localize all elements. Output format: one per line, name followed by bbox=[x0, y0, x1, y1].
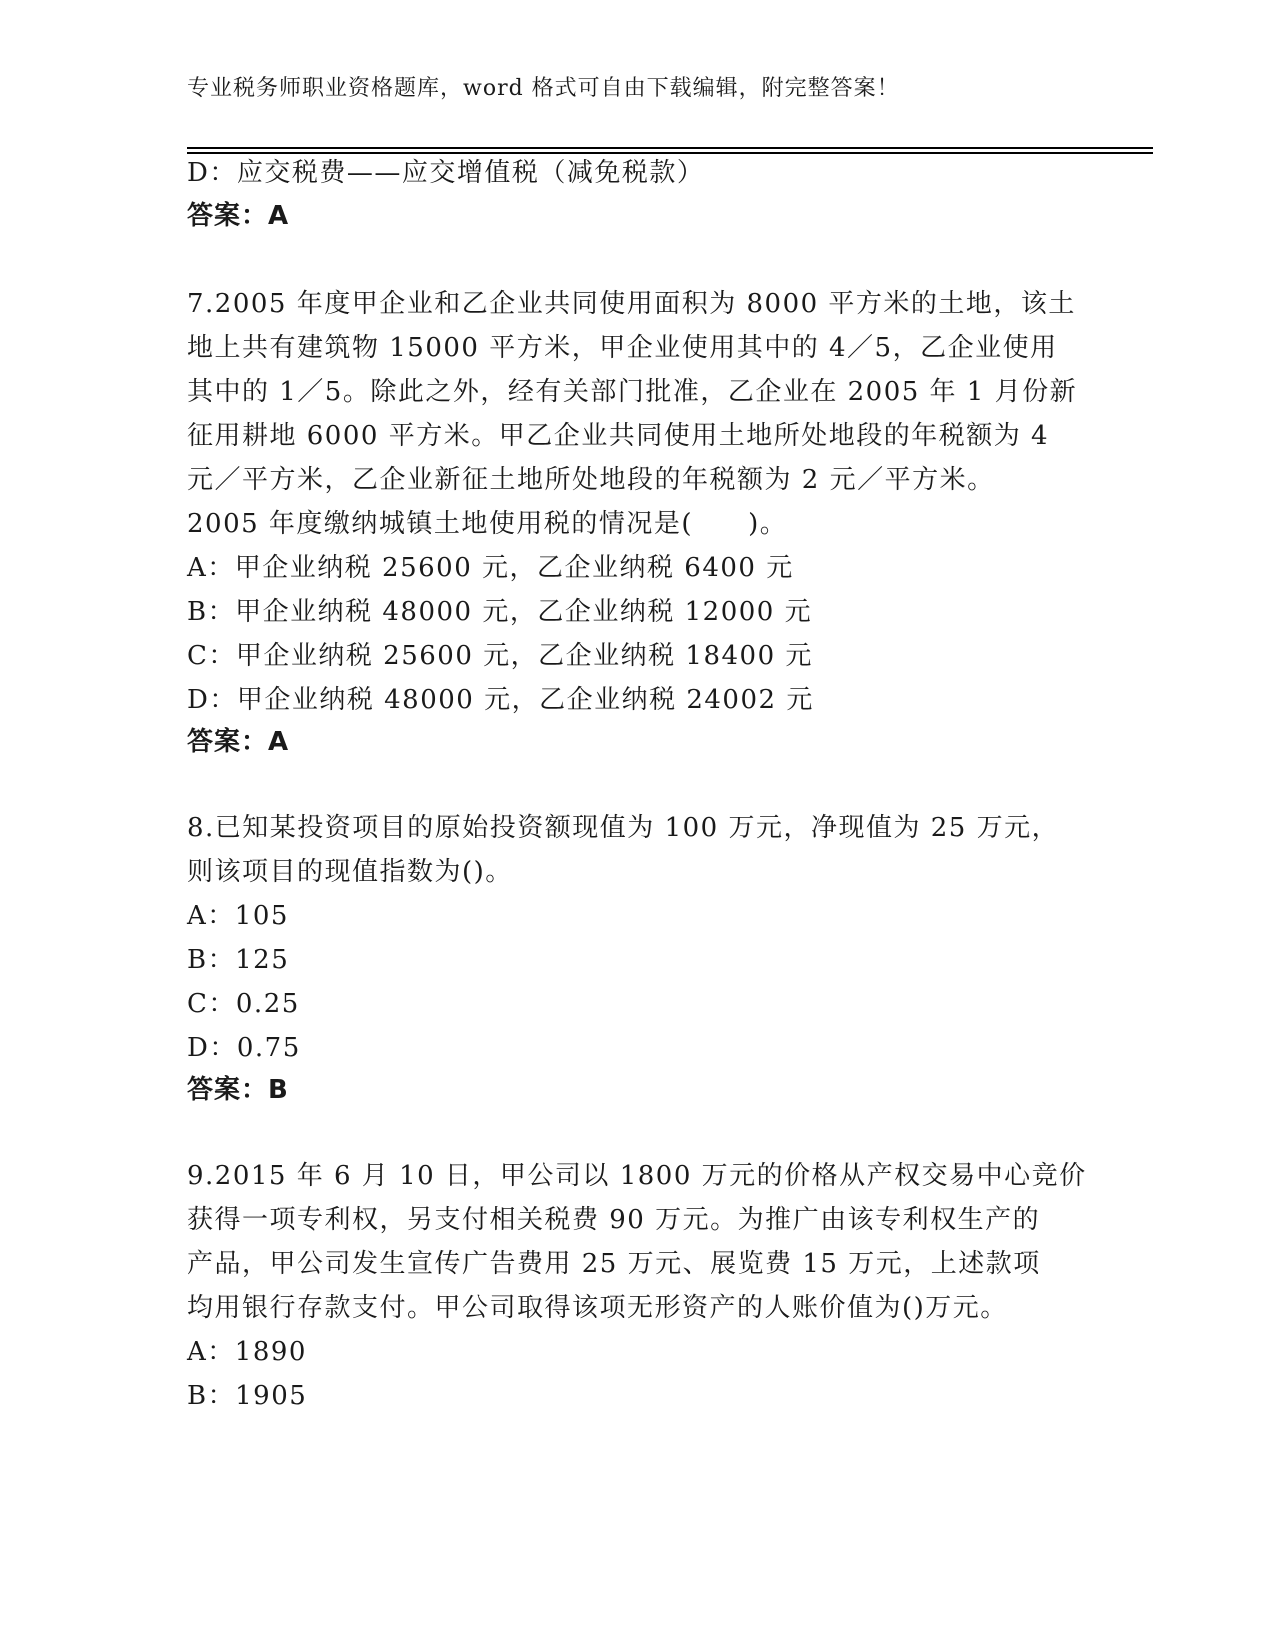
q7-stem-line-1: 7.2005 年度甲企业和乙企业共同使用面积为 8000 平方米的土地，该土 bbox=[187, 289, 1076, 319]
q8-option-c: C：0.25 bbox=[187, 989, 300, 1019]
q7-stem-line-5: 元／平方米，乙企业新征土地所处地段的年税额为 2 元／平方米。 bbox=[187, 465, 995, 495]
q7-stem-line-4: 征用耕地 6000 平方米。甲乙企业共同使用土地所处地段的年税额为 4 bbox=[187, 421, 1050, 451]
header-rule-top bbox=[187, 147, 1153, 149]
q7-option-c: C：甲企业纳税 25600 元，乙企业纳税 18400 元 bbox=[187, 641, 813, 671]
q6-option-d: D：应交税费——应交增值税（减免税款） bbox=[187, 158, 705, 188]
q8-stem-line-2: 则该项目的现值指数为()。 bbox=[187, 857, 513, 887]
q9-stem-line-1: 9.2015 年 6 月 10 日，甲公司以 1800 万元的价格从产权交易中心竞价 bbox=[187, 1161, 1087, 1191]
q7-option-d: D：甲企业纳税 48000 元，乙企业纳税 24002 元 bbox=[187, 685, 814, 715]
q8-option-d: D：0.75 bbox=[187, 1033, 301, 1063]
q7-option-b: B：甲企业纳税 48000 元，乙企业纳税 12000 元 bbox=[187, 597, 813, 627]
q7-option-a: A：甲企业纳税 25600 元，乙企业纳税 6400 元 bbox=[187, 553, 794, 583]
q7-stem-line-2: 地上共有建筑物 15000 平方米，甲企业使用其中的 4／5，乙企业使用 bbox=[187, 333, 1058, 363]
q9-stem-line-2: 获得一项专利权，另支付相关税费 90 万元。为推广由该专利权生产的 bbox=[187, 1205, 1041, 1235]
q7-stem-line-6: 2005 年度缴纳城镇土地使用税的情况是( )。 bbox=[187, 509, 788, 539]
q7-stem-line-3: 其中的 1／5。除此之外，经有关部门批准，乙企业在 2005 年 1 月份新 bbox=[187, 377, 1078, 407]
q8-stem-line-1: 8.已知某投资项目的原始投资额现值为 100 万元，净现值为 25 万元， bbox=[187, 813, 1060, 843]
q9-option-a: A：1890 bbox=[187, 1337, 307, 1367]
q7-answer: 答案：A bbox=[187, 727, 290, 757]
q8-answer: 答案：B bbox=[187, 1075, 289, 1105]
q9-option-b: B：1905 bbox=[187, 1381, 308, 1411]
header-text: 专业税务师职业资格题库，word 格式可自由下载编辑，附完整答案！ bbox=[187, 76, 900, 101]
q8-option-a: A：105 bbox=[187, 901, 289, 931]
q8-option-b: B：125 bbox=[187, 945, 290, 975]
q9-stem-line-3: 产品，甲公司发生宣传广告费用 25 万元、展览费 15 万元，上述款项 bbox=[187, 1249, 1041, 1279]
q9-stem-line-4: 均用银行存款支付。甲公司取得该项无形资产的人账价值为()万元。 bbox=[187, 1293, 1008, 1323]
q6-answer: 答案：A bbox=[187, 201, 290, 231]
